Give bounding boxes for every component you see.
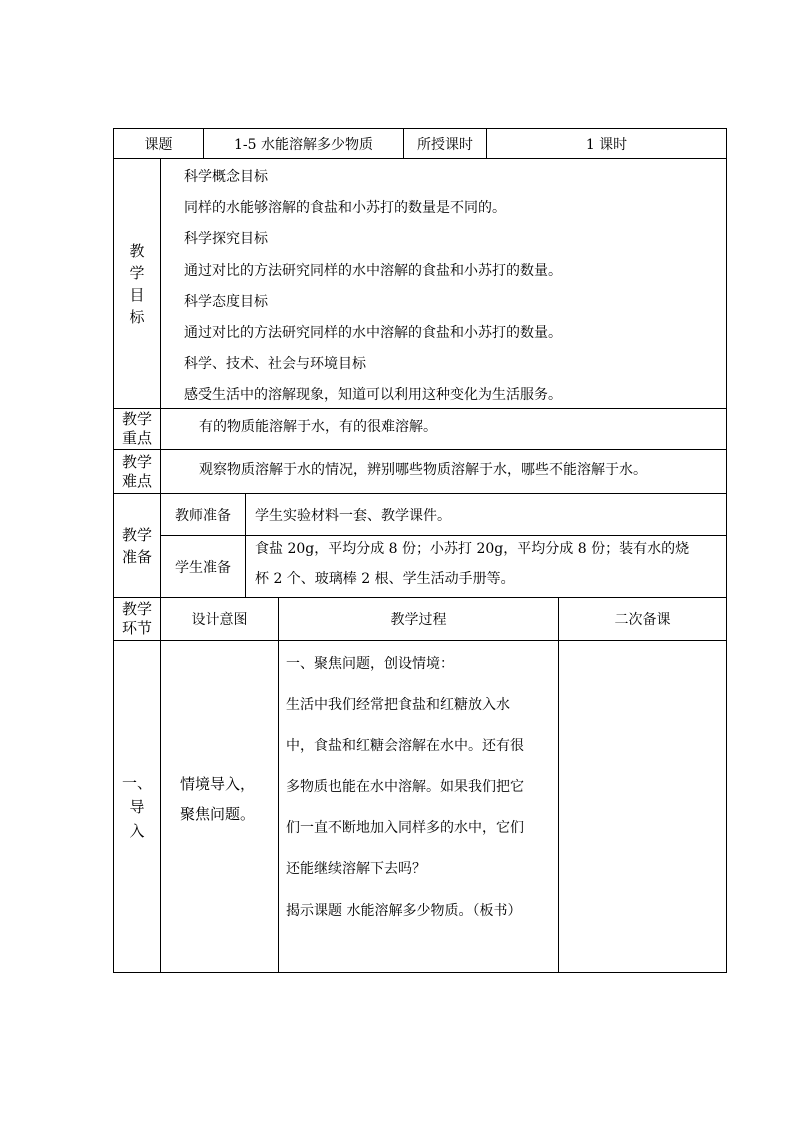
stage1-design-line: 聚焦问题。 xyxy=(180,805,256,823)
teacher-prep-content xyxy=(245,493,727,536)
objectives-content xyxy=(160,158,727,409)
objective-line: 同样的水能够溶解的食盐和小苏打的数量是不同的。 xyxy=(184,200,506,216)
objective-line: 科学态度目标 xyxy=(184,294,268,310)
stage1-process-line: 多物质也能在水中溶解。如果我们把它 xyxy=(286,779,524,795)
stage1-process-line: 生活中我们经常把食盐和红糖放入水 xyxy=(286,697,510,713)
student-prep-content xyxy=(245,535,727,598)
notes-header: 二次备课 xyxy=(558,597,727,641)
key-points-text: 有的物质能溶解于水，有的很难溶解。 xyxy=(199,419,437,435)
difficulties-content xyxy=(160,449,727,494)
teacher-prep-label: 教师准备 xyxy=(160,493,246,536)
hours-label: 所授课时 xyxy=(403,128,487,159)
hours-value: 1 课时 xyxy=(486,128,727,159)
objective-line: 科学探究目标 xyxy=(184,231,268,247)
objective-line: 通过对比的方法研究同样的水中溶解的食盐和小苏打的数量。 xyxy=(184,325,562,341)
stage1-process-line: 还能继续溶解下去吗？ xyxy=(286,861,426,877)
teacher-prep-text: 学生实验材料一套、教学课件。 xyxy=(255,508,451,524)
stage1-process xyxy=(278,640,559,973)
difficulties-text: 观察物质溶解于水的情况，辨别哪些物质溶解于水，哪些不能溶解于水。 xyxy=(199,462,647,478)
stage1-notes xyxy=(558,640,727,973)
objective-line: 感受生活中的溶解现象，知道可以利用这种变化为生活服务。 xyxy=(184,387,562,403)
stage1-process-line: 一、聚焦问题，创设情境： xyxy=(286,656,454,672)
stage1-process-line: 揭示课题 水能溶解多少物质。（板书） xyxy=(286,903,522,919)
stage1-process-line: 们一直不断地加入同样多的水中，它们 xyxy=(286,820,524,836)
objective-line: 科学概念目标 xyxy=(184,169,268,185)
objectives-label: 教 学 目 标 xyxy=(113,158,161,409)
process-header: 教学过程 xyxy=(278,597,559,641)
stage1-process-line: 中，食盐和红糖会溶解在水中。还有很 xyxy=(286,738,524,754)
preparation-label: 教学 准备 xyxy=(113,493,161,598)
design-header: 设计意图 xyxy=(160,597,279,641)
objective-line: 科学、技术、社会与环境目标 xyxy=(184,356,366,372)
difficulties-label: 教学 难点 xyxy=(113,449,161,494)
stage1-design-line: 情境导入， xyxy=(180,775,256,793)
topic-label: 课题 xyxy=(113,128,204,159)
stage1-label: 一、 导 入 xyxy=(113,640,161,973)
student-prep-line: 食盐 20g，平均分成 8 份；小苏打 20g，平均分成 8 份；装有水的烧 xyxy=(255,541,690,557)
key-points-label: 教学 重点 xyxy=(113,408,161,450)
student-prep-label: 学生准备 xyxy=(160,535,246,598)
student-prep-line: 杯 2 个、玻璃棒 2 根、学生活动手册等。 xyxy=(255,571,515,587)
topic-value: 1-5 水能溶解多少物质 xyxy=(203,128,404,159)
objective-line: 通过对比的方法研究同样的水中溶解的食盐和小苏打的数量。 xyxy=(184,263,562,279)
key-points-content xyxy=(160,408,727,450)
stage-header: 教学 环节 xyxy=(113,597,161,641)
stage1-design xyxy=(160,640,279,973)
